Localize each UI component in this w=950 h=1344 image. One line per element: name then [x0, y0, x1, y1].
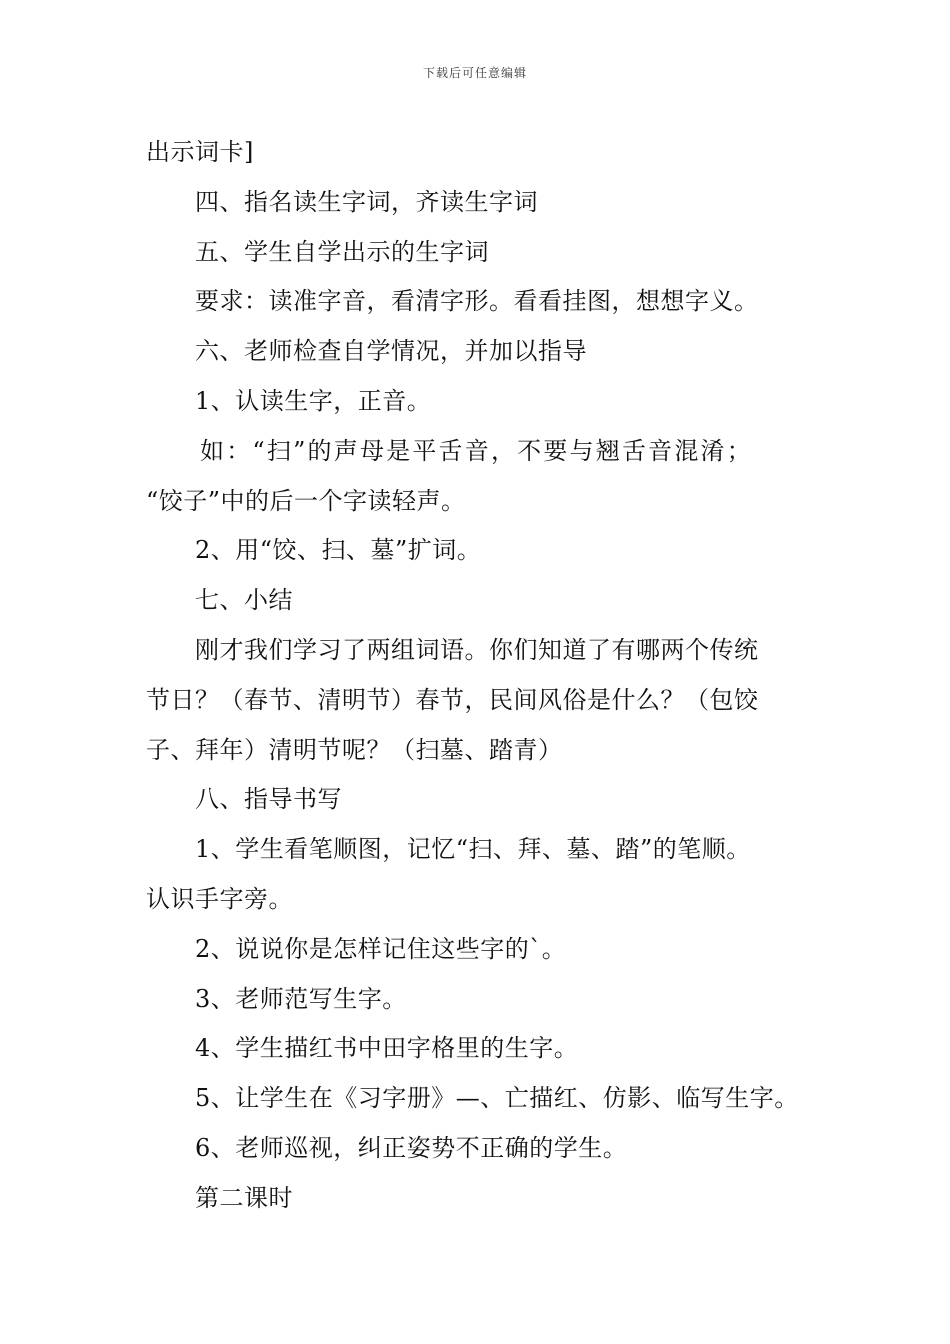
text-line: 出示词卡]	[146, 138, 254, 166]
text-line: “饺子”中的后一个字读轻声。	[146, 486, 466, 515]
text-line: 6、老师巡视，纠正姿势不正确的学生。	[195, 1133, 628, 1162]
text-line: 刚才我们学习了两组词语。你们知道了有哪两个传统	[195, 635, 759, 664]
text-line: 认识手字旁。	[146, 884, 293, 913]
text-line: 1、学生看笔顺图，记忆“扫、拜、墓、踏”的笔顺。	[195, 835, 751, 864]
text-line: 要求：读准字音，看清字形。看看挂图，想想字义。	[195, 287, 759, 316]
text-line: 2、用“饺、扫、墓”扩词。	[195, 536, 482, 565]
text-line: 2、说说你是怎样记住这些字的`。	[195, 934, 567, 963]
text-line: 四、指名读生字词，齐读生字词	[195, 187, 538, 216]
text-line: 六、老师检查自学情况，并加以指导	[195, 337, 587, 366]
text-line: 如：“扫”的声母是平舌音，不要与翘舌音混淆；	[200, 436, 753, 465]
text-line: 五、学生自学出示的生字词	[195, 237, 489, 266]
text-line: 七、小结	[195, 586, 293, 615]
text-line: 节日？（春节、清明节）春节，民间风俗是什么？（包饺	[146, 685, 759, 714]
text-line: 5、让学生在《习字册》—、亡描红、仿影、临写生字。	[195, 1084, 799, 1113]
text-line: 3、老师范写生字。	[195, 984, 407, 1013]
text-line: 八、指导书写	[195, 785, 342, 814]
text-line: 1、认读生字，正音。	[195, 386, 432, 415]
page-header: 下载后可任意编辑	[422, 66, 527, 80]
text-line: 第二课时	[195, 1183, 293, 1212]
document-body	[146, 128, 818, 1224]
text-line: 4、学生描红书中田字格里的生字。	[195, 1034, 579, 1063]
text-line: 子、拜年）清明节呢？（扫墓、踏青）	[146, 735, 563, 764]
